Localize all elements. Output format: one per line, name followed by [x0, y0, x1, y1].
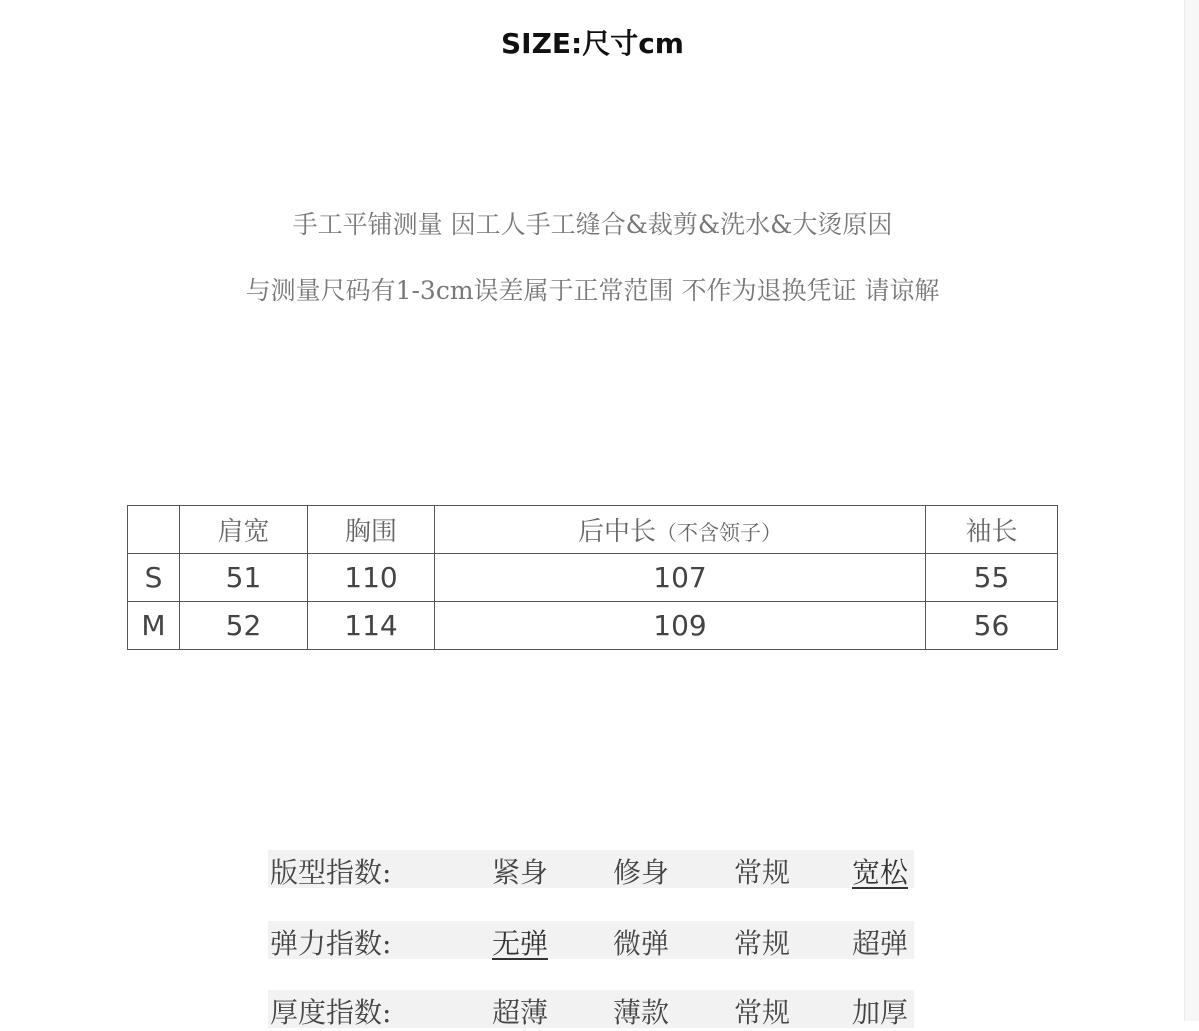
cell-size: M [128, 602, 180, 650]
cell-back-length: 109 [435, 602, 926, 650]
cell-shoulder: 52 [180, 602, 308, 650]
header-chest: 胸围 [308, 506, 435, 554]
cell-shoulder: 51 [180, 554, 308, 602]
stretch-option-high: 超弹 [852, 927, 909, 960]
header-back-length [435, 506, 926, 554]
fit-option-regular: 常规 [734, 856, 791, 889]
fit-index-label: 版型指数: [270, 856, 392, 889]
stretch-index-label: 弹力指数: [270, 927, 392, 960]
measurement-note-line-1: 手工平铺测量 因工人手工缝合&裁剪&洗水&大烫原因 [292, 210, 893, 239]
thickness-option-thick: 加厚 [852, 996, 909, 1029]
header-sleeve: 袖长 [926, 506, 1058, 554]
stretch-index-row [268, 921, 914, 959]
table-row [128, 554, 1058, 602]
cell-size: S [128, 554, 180, 602]
fit-option-tight: 紧身 [492, 856, 549, 889]
cell-sleeve: 55 [926, 554, 1058, 602]
size-chart-table [127, 505, 1058, 650]
thickness-index-row [268, 990, 914, 1028]
fit-option-slim: 修身 [613, 856, 670, 889]
table-row [128, 602, 1058, 650]
stretch-option-none-selected: 无弹 [492, 927, 549, 960]
thickness-option-regular: 常规 [734, 996, 791, 1029]
size-title: SIZE:尺寸cm [501, 27, 684, 60]
stretch-option-slight: 微弹 [613, 927, 670, 960]
stretch-option-regular: 常规 [734, 927, 791, 960]
measurement-note-line-2: 与测量尺码有1-3cm误差属于正常范围 不作为退换凭证 请谅解 [245, 276, 940, 305]
page-right-edge [1184, 0, 1199, 1021]
thickness-index-label: 厚度指数: [270, 996, 392, 1029]
header-back-length-note: （不含领子） [656, 521, 782, 545]
fit-option-loose-selected: 宽松 [852, 856, 909, 889]
cell-chest: 114 [308, 602, 435, 650]
header-back-length-label: 后中长 [577, 517, 656, 547]
thickness-option-ultra-thin: 超薄 [492, 996, 549, 1029]
header-shoulder: 肩宽 [180, 506, 308, 554]
table-header-row [128, 506, 1058, 554]
cell-back-length: 107 [435, 554, 926, 602]
thickness-option-thin: 薄款 [613, 996, 670, 1029]
header-size [128, 506, 180, 554]
cell-chest: 110 [308, 554, 435, 602]
fit-index-row [268, 850, 914, 888]
cell-sleeve: 56 [926, 602, 1058, 650]
